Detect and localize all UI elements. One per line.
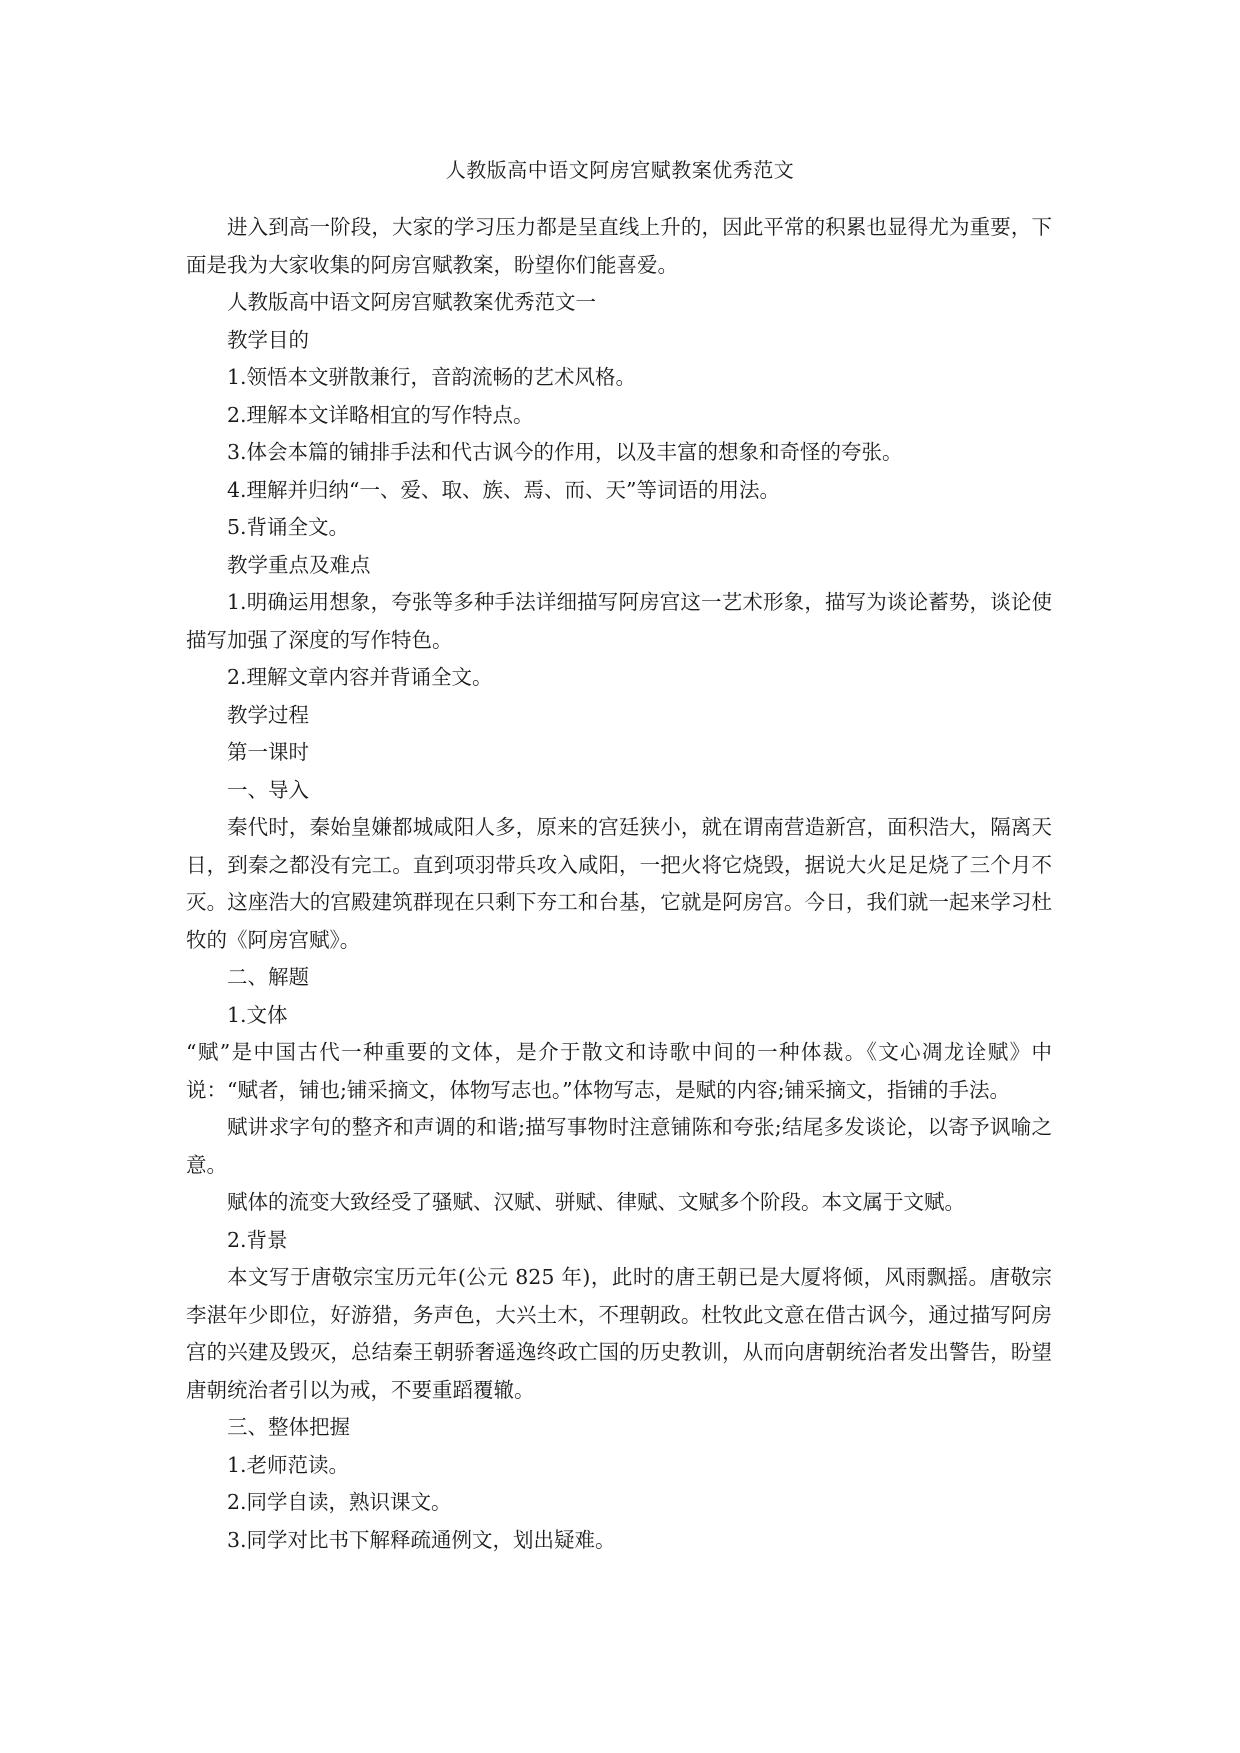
paragraph: 秦代时，秦始皇嫌都城咸阳人多，原来的宫廷狭小，就在谓南营造新宫，面积浩大，隔离天日，到秦之都没有完工。直到项羽带兵攻入咸阳，一把火将它烧毁，据说大火足足烧了三个月不灭。这座浩大的宫殿建筑群现在只剩下夯工和台基，它就是阿房宫。今日，我们就一起来学习杜牧的《阿房宫赋》。: [186, 815, 1052, 952]
paragraph: 2.理解文章内容并背诵全文。: [227, 665, 493, 689]
document-body: [186, 209, 1052, 1559]
paragraph: 二、解题: [227, 965, 309, 989]
paragraph: 1.老师范读。: [227, 1452, 350, 1477]
paragraph: 4.理解并归纳“一、爱、取、族、焉、而、天”等词语的用法。: [227, 477, 781, 502]
paragraph: 一、导入: [227, 777, 309, 802]
paragraph: 人教版高中语文阿房宫赋教案优秀范文一: [227, 290, 596, 314]
paragraph: 赋讲求字句的整齐和声调的和谐;描写事物时注意铺陈和夸张;结尾多发谈论，以寄予讽喻之意。: [186, 1115, 1052, 1177]
paragraph: 2.同学自读，熟识课文。: [227, 1490, 452, 1514]
paragraph: 3.体会本篇的铺排手法和代古讽今的作用，以及丰富的想象和奇怪的夸张。: [227, 440, 903, 464]
paragraph: 进入到高一阶段，大家的学习压力都是呈直线上升的，因此平常的积累也显得尤为重要，下面是我为大家收集的阿房宫赋教案，盼望你们能喜爱。: [186, 215, 1052, 277]
document-title: 人教版高中语文阿房宫赋教案优秀范文: [445, 158, 795, 182]
paragraph: “赋”是中国古代一种重要的文体，是介于散文和诗歌中间的一种体裁。《文心凋龙诠赋》中说：“赋者，铺也;铺采摘文，体物写志也。”体物写志，是赋的内容;铺采摘文，指铺的手法。: [186, 1040, 1052, 1102]
paragraph: 2.背景: [227, 1227, 288, 1252]
paragraph: 三、整体把握: [227, 1415, 350, 1439]
paragraph: 2.理解本文详略相宜的写作特点。: [227, 402, 534, 427]
paragraph: 1.明确运用想象，夸张等多种手法详细描写阿房宫这一艺术形象，描写为谈论蓄势，谈论使描写加强了深度的写作特色。: [186, 590, 1052, 652]
paragraph: 1.文体: [227, 1002, 288, 1027]
paragraph: 教学目的: [227, 327, 309, 352]
paragraph: 1.领悟本文骈散兼行，音韵流畅的艺术风格。: [227, 365, 637, 389]
paragraph: 第一课时: [227, 740, 309, 764]
paragraph: 教学重点及难点: [227, 552, 371, 577]
paragraph: 赋体的流变大致经受了骚赋、汉赋、骈赋、律赋、文赋多个阶段。本文属于文赋。: [227, 1190, 965, 1214]
paragraph: 教学过程: [227, 702, 309, 727]
paragraph: 3.同学对比书下解释疏通例文，划出疑难。: [227, 1527, 616, 1552]
paragraph: 本文写于唐敬宗宝历元年(公元 825 年)，此时的唐王朝已是大厦将倾，风雨飘摇。唐敬宗李湛年少即位，好游猎，务声色，大兴土木，不理朝政。杜牧此文意在借古讽今，通过描写阿房宫的兴建及毁灭，总结秦王朝骄奢遥逸终政亡国的历史教训，从而向唐朝统治者发出警告，盼望唐朝统治者引以为戒，不要重蹈覆辙。: [186, 1265, 1052, 1402]
paragraph: 5.背诵全文。: [227, 515, 350, 539]
